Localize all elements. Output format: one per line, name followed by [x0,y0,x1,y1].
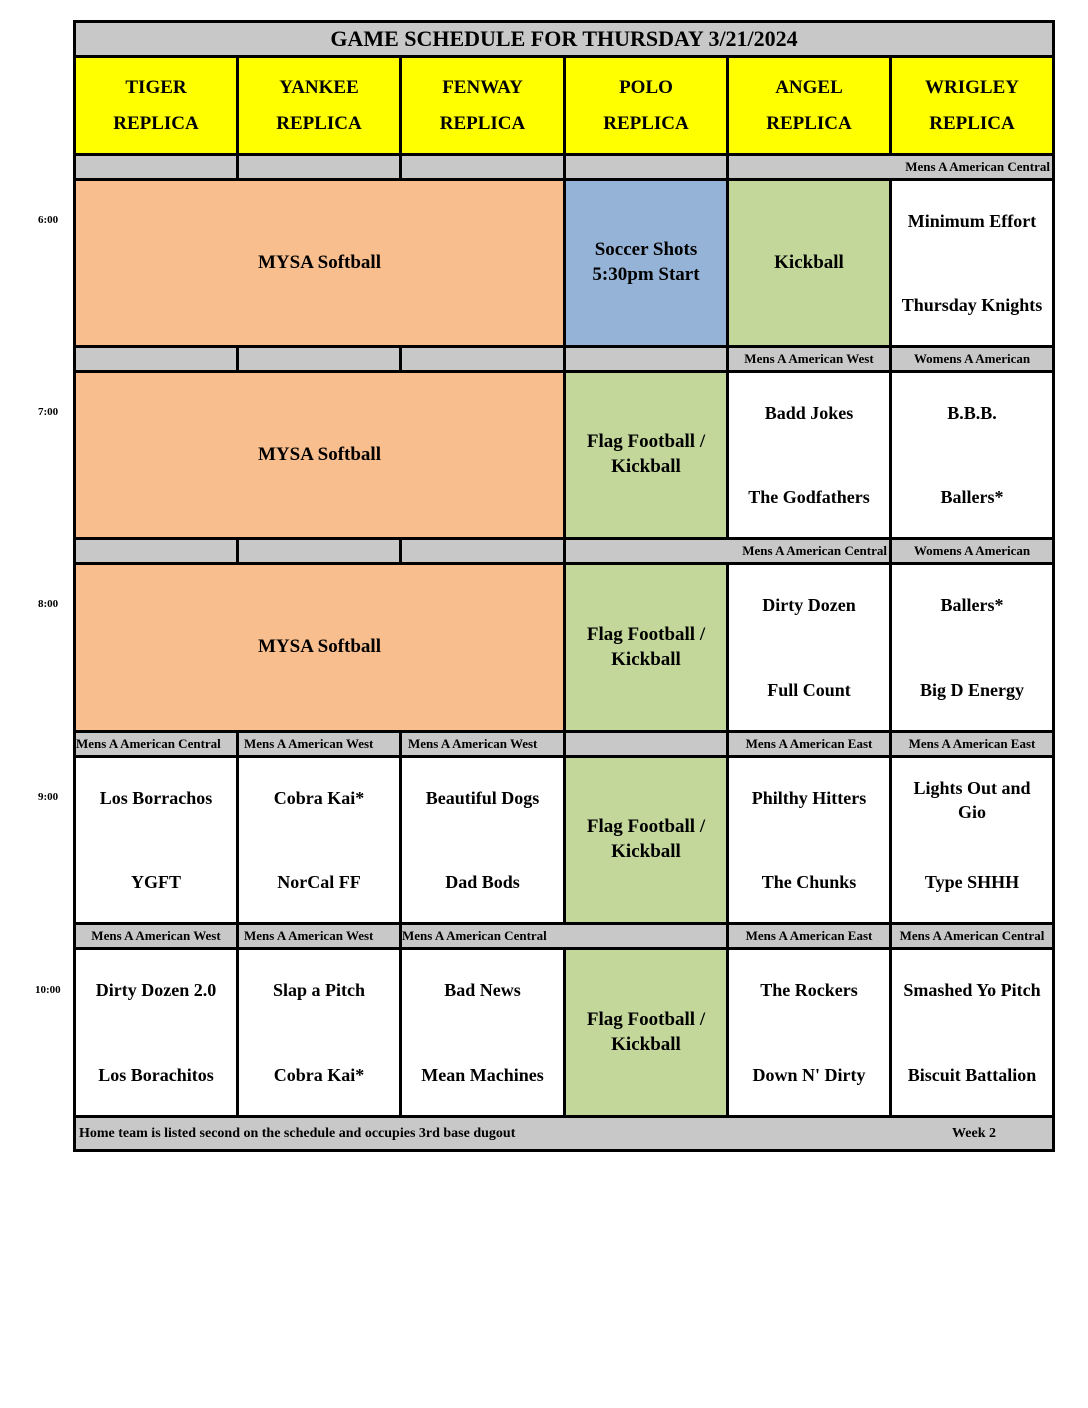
field-header-fenway [399,55,566,156]
home-team: NorCal FF [277,871,361,892]
home-team: The Chunks [761,871,857,892]
division-label-empty [73,153,239,181]
away-team: Smashed Yo Pitch [903,980,1041,1000]
home-team: The Godfathers [748,486,870,507]
away-team: Cobra Kai* [273,788,365,808]
away-team: B.B.B. [947,403,997,423]
game-cell [726,755,892,925]
game-cell [889,562,1055,733]
division-label: Mens A American East [726,730,892,758]
flag-football-block: Flag Football / Kickball [563,562,729,733]
away-team: Dirty Dozen 2.0 [95,980,217,1000]
division-label-empty [563,345,729,373]
division-label: Mens A American East [726,922,892,950]
field-name: ANGEL [775,76,843,98]
home-team: Type SHHH [924,871,1020,892]
field-sub: REPLICA [603,112,689,134]
footer-bar [73,1115,1055,1152]
division-label: Mens A American Central [889,922,1055,950]
field-sub: REPLICA [439,112,526,134]
away-team: Ballers* [940,595,1004,615]
field-header-wrigley [889,55,1055,156]
game-cell [726,947,892,1118]
flag-football-block: Flag Football / Kickball [563,755,729,925]
home-team: Cobra Kai* [273,1064,365,1085]
time-label: 6:00 [38,214,59,226]
mysa-softball-block: MYSA Softball [73,562,566,733]
field-name: YANKEE [279,76,359,98]
home-team: Full Count [767,679,851,700]
field-name: POLO [619,76,673,98]
field-header-angel [726,55,892,156]
time-label: 10:00 [35,984,61,996]
field-sub: REPLICA [766,112,852,134]
time-label: 9:00 [38,791,59,803]
field-header-polo [563,55,729,156]
soccer-shots-block: Soccer Shots 5:30pm Start [563,178,729,348]
division-label-empty [73,537,239,565]
game-cell [236,947,402,1118]
division-label: Mens A American Central [563,537,892,565]
field-header-tiger [73,55,239,156]
away-team: Philthy Hitters [751,788,867,808]
division-label-empty [563,730,729,758]
away-team: Los Borrachos [99,788,213,808]
division-label: Mens A American West [236,922,402,950]
home-team: Mean Machines [421,1064,544,1085]
away-team: Dirty Dozen [762,595,856,615]
away-team: Bad News [444,980,521,1000]
home-team: Los Borachitos [98,1064,214,1085]
home-team: Down N' Dirty [752,1064,866,1085]
away-team: Beautiful Dogs [425,788,540,808]
division-label: Womens A American [889,345,1055,373]
division-label: Mens A American Central [726,153,1055,181]
away-team: The Rockers [760,980,858,1000]
away-team: Minimum Effort [907,211,1037,231]
flag-football-block: Flag Football / Kickball [563,947,729,1118]
division-label-empty [73,345,239,373]
mysa-softball-block: MYSA Softball [73,178,566,348]
field-sub: REPLICA [113,112,199,134]
division-label-empty [399,345,566,373]
away-team: Badd Jokes [764,403,854,423]
home-team: Thursday Knights [901,294,1043,315]
flag-football-block: Flag Football / Kickball [563,370,729,540]
week-label: Week 2 [952,1125,996,1141]
field-header-yankee [236,55,402,156]
field-sub: REPLICA [929,112,1015,134]
field-name: WRIGLEY [925,76,1019,98]
division-label-empty [236,537,402,565]
game-cell [236,755,402,925]
away-team: Slap a Pitch [272,980,365,1000]
game-cell [399,755,566,925]
page-title: GAME SCHEDULE FOR THURSDAY 3/21/2024 [73,20,1055,58]
home-team: YGFT [130,871,181,892]
field-name: FENWAY [442,76,523,98]
game-cell [889,947,1055,1118]
game-cell [73,755,239,925]
game-cell [889,178,1055,348]
kickball-block: Kickball [726,178,892,348]
division-label: Mens A American Central [73,730,239,758]
mysa-softball-block: MYSA Softball [73,370,566,540]
game-cell [726,562,892,733]
division-label: Mens A American West [399,730,566,758]
home-team: Ballers* [940,486,1004,507]
home-team: Biscuit Battalion [907,1064,1037,1085]
game-cell [726,370,892,540]
game-cell [889,755,1055,925]
division-label-empty [399,153,566,181]
division-label: Mens A American Central [399,922,729,950]
field-name: TIGER [125,76,187,98]
game-cell [889,370,1055,540]
division-label: Mens A American West [726,345,892,373]
field-sub: REPLICA [276,112,362,134]
footer-note: Home team is listed second on the schedule and occupies 3rd base dugout [79,1125,516,1141]
division-label: Mens A American East [889,730,1055,758]
division-label-empty [563,153,729,181]
game-cell [399,947,566,1118]
division-label-empty [236,153,402,181]
division-label: Mens A American West [73,922,239,950]
division-label-empty [236,345,402,373]
home-team: Big D Energy [919,679,1024,700]
division-label-empty [399,537,566,565]
time-label: 8:00 [38,598,59,610]
home-team: Dad Bods [445,871,520,892]
division-label: Mens A American West [236,730,402,758]
division-label: Womens A American [889,537,1055,565]
game-cell [73,947,239,1118]
away-team: Lights Out and Gio [913,778,1031,823]
time-label: 7:00 [38,406,59,418]
